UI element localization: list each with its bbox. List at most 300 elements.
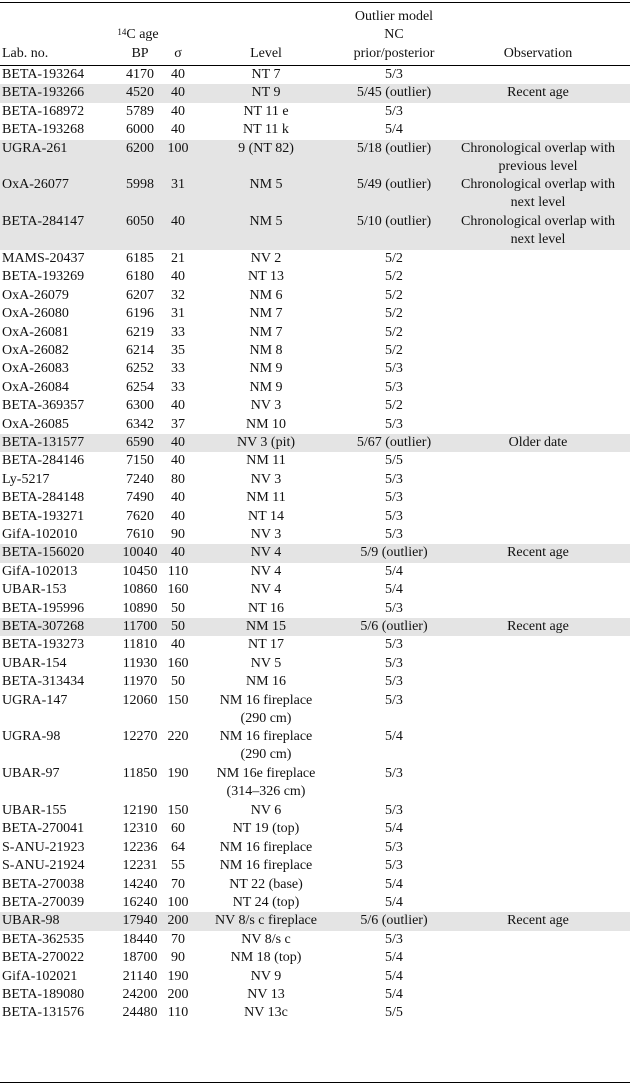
header-age-line1	[108, 26, 168, 44]
level-text: NT 13	[248, 269, 284, 285]
lab-number: BETA-193273	[2, 637, 85, 653]
lab-number: BETA-270039	[2, 895, 85, 910]
level-text: NV 4	[250, 563, 282, 579]
level-text: NT 16	[248, 600, 284, 616]
c14-age: 12231	[122, 858, 158, 874]
sigma-value: 40	[171, 435, 185, 450]
level-text: NM 18 (top)	[230, 950, 302, 966]
sigma-value: 40	[171, 269, 185, 285]
outlier-value: 5/2	[385, 251, 403, 266]
table-row	[0, 324, 630, 342]
outlier-value: 5/4	[385, 950, 403, 966]
level-text: NM 5	[249, 177, 283, 193]
lab-number: UGRA-261	[2, 140, 68, 156]
table-row	[0, 692, 630, 729]
c14-age: 7150	[126, 453, 154, 469]
level-cell	[192, 857, 340, 875]
c14-age: 4520	[126, 85, 154, 101]
sigma-value: 40	[171, 214, 185, 230]
c14-age: 12310	[122, 821, 158, 837]
table-row	[0, 968, 630, 986]
header-sigma: σ	[174, 46, 182, 61]
observation-text: Older date	[508, 435, 568, 450]
level-text: NM 10	[245, 416, 287, 432]
table-row	[0, 894, 630, 912]
lab-number: UBAR-97	[2, 766, 60, 782]
level-text: NM 15	[245, 619, 287, 634]
level-cell	[192, 103, 340, 121]
lab-number: GifA-102013	[2, 563, 78, 579]
c14-age: 6180	[126, 269, 154, 285]
level-text: NM 9	[249, 379, 283, 395]
sigma-value: 110	[167, 563, 189, 579]
table-row	[0, 287, 630, 305]
c14-age: 7490	[126, 490, 154, 506]
sigma-value: 40	[171, 453, 185, 469]
c14-age: 5789	[126, 103, 154, 119]
level-cell	[192, 360, 340, 378]
lab-number: UBAR-153	[2, 582, 67, 598]
level-cell	[192, 471, 340, 489]
level-text: NM 16e fireplace	[216, 766, 316, 782]
sigma-value: 31	[171, 306, 185, 322]
outlier-value: 5/3	[385, 839, 403, 855]
table-row	[0, 728, 630, 765]
outlier-value: 5/9 (outlier)	[360, 545, 428, 561]
level-cell	[192, 968, 340, 986]
outlier-value: 5/3	[385, 600, 403, 616]
c14-age: 12190	[122, 803, 158, 818]
c14-age: 6207	[126, 287, 154, 303]
table-row	[0, 213, 630, 250]
level-cell	[192, 765, 340, 801]
sigma-value: 50	[171, 674, 185, 690]
lab-number: OxA-26084	[2, 379, 69, 395]
table-row	[0, 581, 630, 599]
lab-number: OxA-26079	[2, 287, 69, 303]
outlier-value: 5/2	[385, 398, 403, 414]
outlier-value: 5/3	[385, 637, 403, 653]
c14-age: 18700	[122, 950, 158, 966]
outlier-value: 5/3	[385, 931, 403, 947]
lab-number: Ly-5217	[2, 471, 50, 487]
level-text: NM 9	[249, 361, 283, 377]
outlier-value: 5/3	[385, 67, 403, 82]
sigma-value: 40	[171, 103, 185, 119]
level-text: NM 11	[246, 490, 286, 506]
sigma-value: 55	[171, 858, 185, 874]
outlier-value: 5/67 (outlier)	[356, 435, 432, 450]
c14-age: 11930	[122, 655, 158, 671]
level-text: NT 7	[251, 67, 281, 82]
outlier-value: 5/4	[385, 729, 403, 745]
table-row	[0, 416, 630, 434]
level-text: NT 17	[248, 637, 284, 653]
level-cell	[192, 618, 340, 636]
table-row	[0, 820, 630, 838]
outlier-value: 5/3	[385, 471, 403, 487]
observation-text: Recent age	[507, 85, 569, 101]
level-cell	[192, 563, 340, 581]
c14-age: 10890	[122, 600, 158, 616]
level-text: NT 11 k	[243, 122, 289, 138]
level-text: (314–326 cm)	[226, 784, 306, 800]
c14-age: 12060	[122, 692, 158, 708]
level-cell	[192, 1004, 340, 1022]
sigma-value: 190	[167, 766, 189, 782]
table-row	[0, 931, 630, 949]
level-cell	[192, 894, 340, 912]
table-row	[0, 526, 630, 544]
observation-cell	[446, 213, 630, 249]
c14-age: 6200	[126, 140, 154, 156]
lab-number: UGRA-147	[2, 692, 68, 708]
observation-text: next level	[510, 232, 566, 248]
level-cell	[192, 600, 340, 618]
lab-number: BETA-270041	[2, 821, 85, 837]
c14-age: 10040	[122, 545, 158, 561]
level-cell	[192, 526, 340, 544]
table-row	[0, 949, 630, 967]
lab-number: BETA-284147	[2, 214, 85, 230]
header-age-bp: BP	[131, 46, 149, 61]
level-text: NM 8	[249, 343, 283, 358]
level-text: NM 16	[245, 674, 287, 690]
level-text: NM 16 fireplace	[219, 729, 313, 745]
level-text: NV 13	[247, 987, 285, 1002]
outlier-value: 5/3	[385, 416, 403, 432]
c14-age: 6254	[126, 379, 154, 395]
level-text: NM 16 fireplace	[219, 839, 313, 855]
outlier-value: 5/3	[385, 766, 403, 782]
table-row	[0, 876, 630, 894]
lab-number: BETA-362535	[2, 931, 85, 947]
sigma-value: 50	[171, 619, 185, 634]
sigma-value: 200	[167, 987, 189, 1002]
level-text: NV 3 (pit)	[236, 435, 296, 450]
lab-number: BETA-270022	[2, 950, 85, 966]
level-cell	[192, 452, 340, 470]
lab-number: OxA-26080	[2, 306, 69, 322]
c14-age: 6219	[126, 324, 154, 340]
outlier-value: 5/2	[385, 343, 403, 358]
level-text: NM 5	[249, 214, 283, 230]
table-row	[0, 342, 630, 360]
level-text: NV 2	[250, 251, 282, 266]
level-cell	[192, 342, 340, 360]
observation-text: Recent age	[507, 619, 569, 634]
c14-age: 5998	[126, 177, 154, 193]
level-text: NV 6	[250, 803, 282, 818]
outlier-value: 5/49 (outlier)	[356, 177, 432, 193]
outlier-value: 5/3	[385, 692, 403, 708]
level-cell	[192, 912, 340, 930]
lab-number: BETA-193264	[2, 67, 85, 82]
c14-age: 11850	[122, 766, 158, 782]
lab-number: MAMS-20437	[2, 251, 85, 266]
outlier-value: 5/3	[385, 103, 403, 119]
sigma-value: 100	[167, 140, 189, 156]
observation-text: Chronological overlap with	[461, 140, 615, 156]
outlier-value: 5/4	[385, 968, 403, 984]
outlier-value: 5/4	[385, 122, 403, 138]
sigma-value: 90	[171, 950, 185, 966]
table-row	[0, 655, 630, 673]
sigma-value: 40	[171, 490, 185, 506]
outlier-value: 5/3	[385, 508, 403, 524]
level-cell	[192, 397, 340, 415]
lab-number: BETA-270038	[2, 876, 85, 892]
level-cell	[192, 692, 340, 728]
table-row	[0, 121, 630, 139]
level-cell	[192, 121, 340, 139]
outlier-value: 5/2	[385, 324, 403, 340]
c14-age: 11810	[122, 637, 158, 653]
level-cell	[192, 84, 340, 102]
c14-age: 7620	[126, 508, 154, 524]
observation-cell	[446, 176, 630, 212]
lab-number: OxA-26083	[2, 361, 69, 377]
sigma-value: 150	[167, 803, 189, 818]
level-cell	[192, 949, 340, 967]
level-text: NV 9	[250, 968, 282, 984]
observation-text: previous level	[498, 158, 578, 174]
c14-age: 24200	[122, 987, 158, 1002]
lab-number: BETA-131576	[2, 1005, 85, 1021]
level-text: NV 4	[250, 582, 282, 598]
lab-number: S-ANU-21923	[2, 839, 85, 855]
level-text: NT 9	[251, 85, 281, 101]
table-row	[0, 379, 630, 397]
c14-age: 10860	[122, 582, 158, 598]
observation-cell	[446, 544, 630, 562]
table-row	[0, 360, 630, 378]
level-text: NV 4	[250, 545, 282, 561]
table-row	[0, 66, 630, 84]
table-row	[0, 1004, 630, 1022]
sigma-value: 60	[171, 821, 185, 837]
outlier-value: 5/10 (outlier)	[356, 214, 432, 230]
outlier-value: 5/4	[385, 821, 403, 837]
lab-number: S-ANU-21924	[2, 858, 85, 874]
outlier-value: 5/5	[385, 1005, 403, 1021]
sigma-value: 40	[171, 67, 185, 82]
level-text: NT 22 (base)	[229, 876, 303, 892]
lab-number: BETA-369357	[2, 398, 85, 414]
header-outlier-line2: NC	[384, 27, 404, 42]
bottom-rule	[0, 1082, 630, 1083]
c14-age: 6590	[126, 435, 154, 450]
sigma-value: 110	[167, 1005, 189, 1021]
c14-age: 12270	[122, 729, 158, 745]
sigma-value: 33	[171, 379, 185, 395]
level-cell	[192, 636, 340, 654]
level-text: (290 cm)	[240, 710, 292, 726]
level-cell	[192, 581, 340, 599]
outlier-value: 5/3	[385, 527, 403, 542]
level-text: NV 13c	[244, 1005, 288, 1021]
c14-age: 12236	[122, 839, 158, 855]
table-row	[0, 673, 630, 691]
table-row	[0, 857, 630, 875]
observation-text: Recent age	[507, 545, 569, 561]
c14-age: 14240	[122, 876, 158, 892]
level-cell	[192, 416, 340, 434]
header-observation: Observation	[503, 46, 573, 61]
sigma-value: 200	[167, 913, 189, 929]
level-cell	[192, 839, 340, 857]
c14-age: 10450	[122, 563, 158, 579]
outlier-value: 5/45 (outlier)	[356, 85, 432, 101]
observation-cell	[446, 140, 630, 176]
level-cell	[192, 508, 340, 526]
table-row	[0, 563, 630, 581]
sigma-value: 160	[167, 582, 189, 598]
level-cell	[192, 931, 340, 949]
table-row	[0, 636, 630, 654]
level-text: NT 19 (top)	[232, 821, 300, 837]
observation-text: Chronological overlap with	[461, 214, 615, 230]
lab-number: BETA-193268	[2, 122, 85, 138]
sigma-value: 64	[171, 839, 185, 855]
sigma-value: 190	[167, 968, 189, 984]
lab-number: BETA-195996	[2, 600, 85, 616]
level-text: NM 16 fireplace	[219, 858, 313, 874]
level-text: NM 6	[249, 287, 283, 303]
observation-cell	[446, 84, 630, 102]
level-cell	[192, 250, 340, 268]
level-cell	[192, 66, 340, 84]
c14-age: 24480	[122, 1005, 158, 1021]
outlier-value: 5/3	[385, 803, 403, 818]
table-row	[0, 434, 630, 452]
sigma-value: 33	[171, 361, 185, 377]
table-row	[0, 544, 630, 562]
c14-age: 4170	[126, 67, 154, 82]
outlier-value: 5/2	[385, 306, 403, 322]
c14-age: 21140	[122, 968, 158, 984]
table-row	[0, 986, 630, 1004]
level-cell	[192, 287, 340, 305]
observation-cell	[446, 912, 630, 930]
lab-number: BETA-168972	[2, 103, 85, 119]
table-row	[0, 268, 630, 286]
lab-number: UBAR-154	[2, 655, 67, 671]
outlier-value: 5/4	[385, 563, 403, 579]
level-cell	[192, 820, 340, 838]
level-text: NV 8/s c fireplace	[215, 913, 317, 929]
lab-number: UBAR-155	[2, 803, 67, 818]
c14-age: 6000	[126, 122, 154, 138]
header-age-label: C age	[126, 27, 159, 42]
c14-age: 6252	[126, 361, 154, 377]
table-row	[0, 618, 630, 636]
level-cell	[192, 176, 340, 194]
outlier-value: 5/3	[385, 655, 403, 671]
level-cell	[192, 876, 340, 894]
level-text: NV 3	[250, 527, 282, 542]
level-cell	[192, 655, 340, 673]
lab-number: UGRA-98	[2, 729, 61, 745]
level-text: NV 8/s c	[241, 931, 291, 947]
level-cell	[192, 489, 340, 507]
outlier-value: 5/5	[385, 453, 403, 469]
table-row	[0, 140, 630, 177]
sigma-value: 50	[171, 600, 185, 616]
level-text: NM 7	[249, 324, 283, 340]
observation-text: Recent age	[507, 913, 569, 929]
sigma-value: 31	[171, 177, 185, 193]
table-row	[0, 802, 630, 820]
outlier-value: 5/4	[385, 895, 403, 910]
level-text: NM 16 fireplace	[219, 692, 313, 708]
c14-age: 18440	[122, 931, 158, 947]
lab-number: BETA-284148	[2, 490, 85, 506]
sigma-value: 33	[171, 324, 185, 340]
lab-number: BETA-284146	[2, 453, 85, 469]
outlier-value: 5/4	[385, 987, 403, 1002]
level-cell	[192, 324, 340, 342]
level-cell	[192, 544, 340, 562]
sigma-value: 40	[171, 398, 185, 414]
level-cell	[192, 728, 340, 764]
c14-age: 6185	[126, 251, 154, 266]
level-cell	[192, 802, 340, 820]
table-row	[0, 839, 630, 857]
level-cell	[192, 305, 340, 323]
outlier-value: 5/2	[385, 287, 403, 303]
lab-number: BETA-189080	[2, 987, 85, 1002]
c14-age: 6196	[126, 306, 154, 322]
table-row	[0, 176, 630, 213]
c14-age: 11700	[122, 619, 158, 634]
level-cell	[192, 673, 340, 691]
sigma-value: 70	[171, 931, 185, 947]
table-row	[0, 103, 630, 121]
outlier-value: 5/4	[385, 876, 403, 892]
level-text: NV 3	[250, 398, 282, 414]
sigma-value: 220	[167, 729, 189, 745]
outlier-value: 5/6 (outlier)	[360, 619, 428, 634]
sigma-value: 40	[171, 545, 185, 561]
lab-number: BETA-156020	[2, 545, 85, 561]
c14-age: 17940	[122, 913, 158, 929]
lab-number: OxA-26085	[2, 416, 69, 432]
c14-age: 6300	[126, 398, 154, 414]
lab-number: BETA-193271	[2, 508, 85, 524]
table-row	[0, 397, 630, 415]
header-level: Level	[250, 46, 282, 61]
level-text: (290 cm)	[240, 747, 292, 763]
outlier-value: 5/3	[385, 490, 403, 506]
outlier-value: 5/4	[385, 582, 403, 598]
top-rule	[0, 2, 630, 3]
level-text: NV 3	[250, 471, 282, 487]
c14-age: 16240	[122, 895, 158, 910]
sigma-value: 90	[171, 527, 185, 542]
c14-age: 7240	[126, 471, 154, 487]
sigma-value: 40	[171, 85, 185, 101]
c14-age: 7610	[126, 527, 154, 542]
sigma-value: 40	[171, 122, 185, 138]
sigma-value: 35	[171, 343, 185, 358]
table-row	[0, 250, 630, 268]
table-row	[0, 84, 630, 102]
table-row	[0, 912, 630, 930]
outlier-value: 5/6 (outlier)	[360, 913, 428, 929]
lab-number: OxA-26077	[2, 177, 69, 193]
outlier-value: 5/3	[385, 361, 403, 377]
